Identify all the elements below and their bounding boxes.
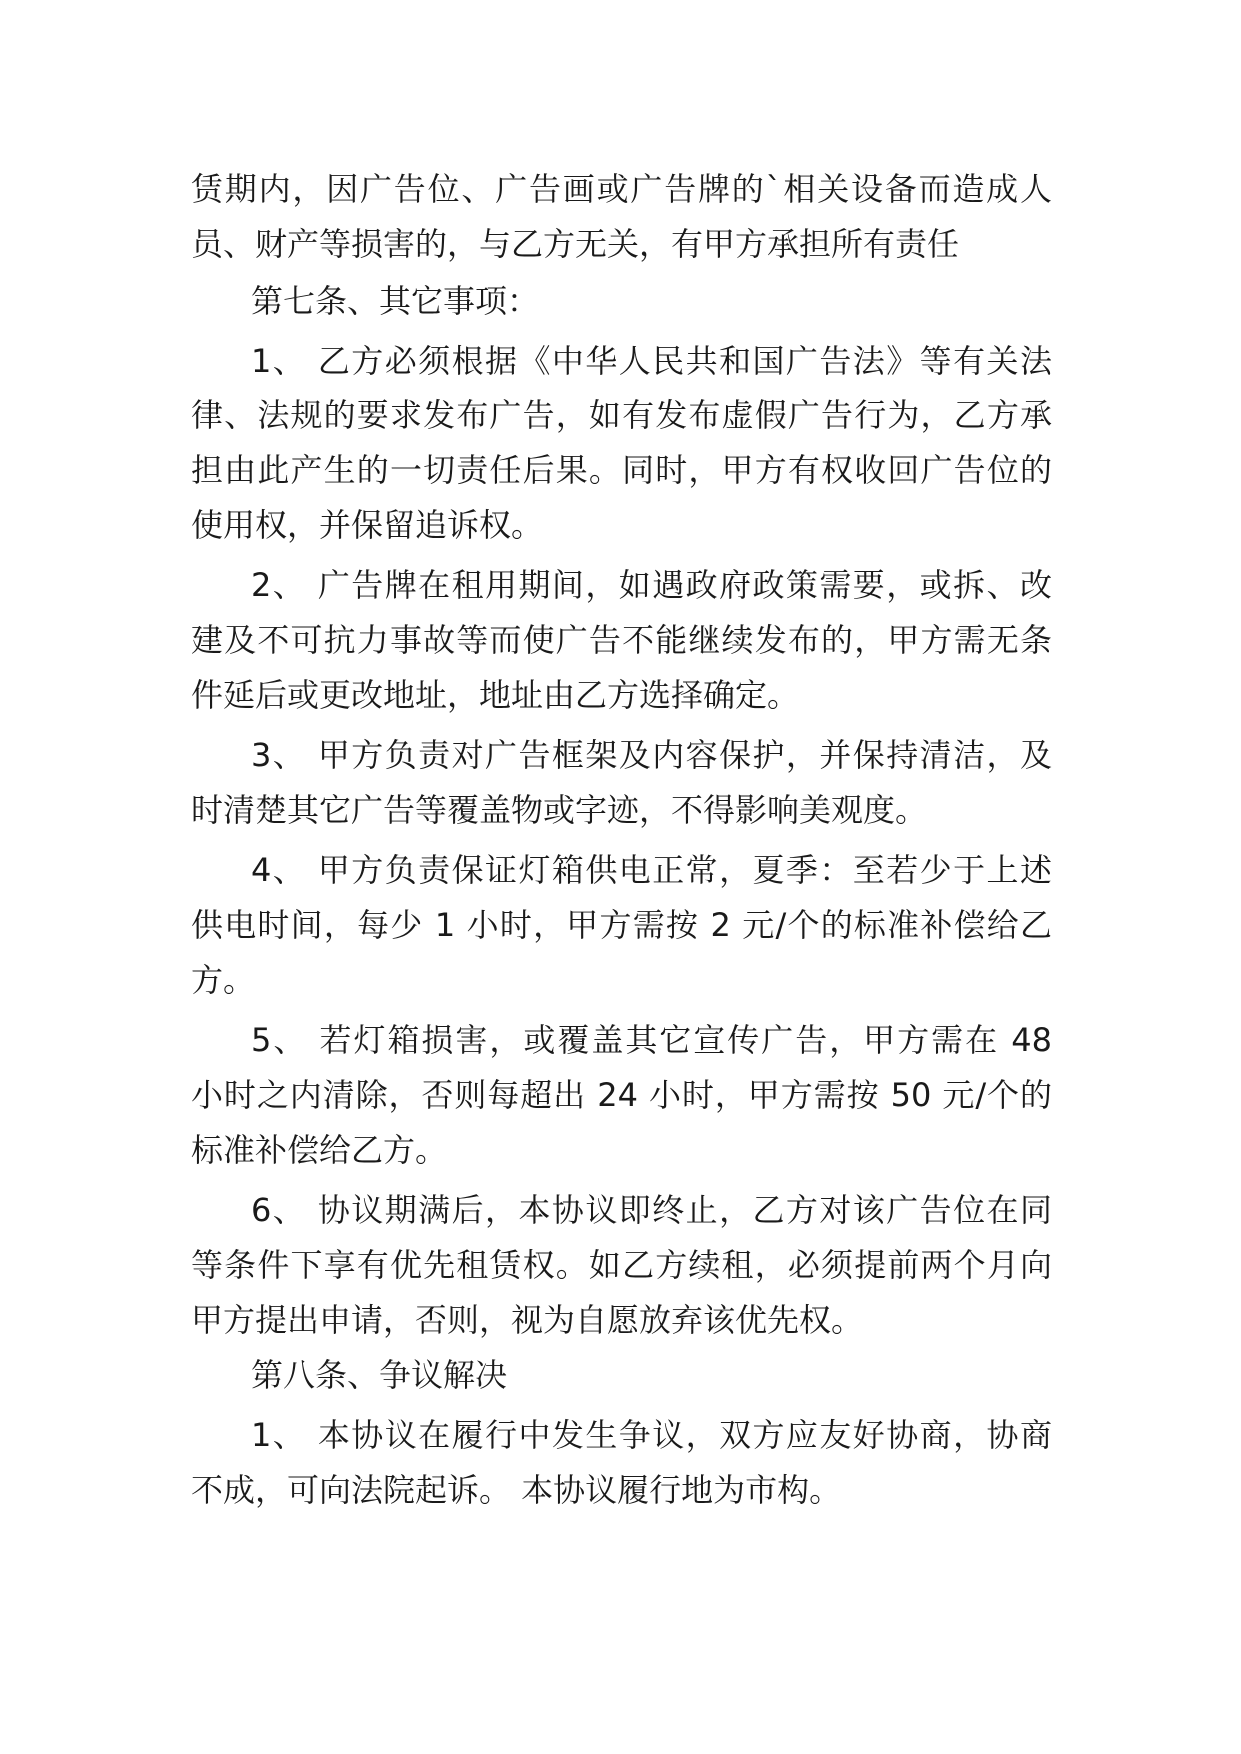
text-line [191, 272, 1052, 330]
text-line [191, 1236, 1052, 1294]
line-text: 标准补偿给乙方。 [191, 1131, 448, 1169]
line-text: 使用权，并保留追诉权。 [191, 506, 544, 544]
text-line [191, 215, 1052, 273]
line-text: 建及不可抗力事故等而使广告不能继续发布的，甲方需无条 [191, 621, 1052, 659]
line-text: 6、 协议期满后，本协议即终止，乙方对该广告位在同 [251, 1191, 1052, 1229]
text-line [191, 666, 1052, 724]
text-line [191, 1461, 1052, 1519]
text-line [191, 896, 1052, 954]
text-line [191, 781, 1052, 839]
line-text: 担由此产生的一切责任后果。同时，甲方有权收回广告位的 [191, 451, 1052, 489]
line-text: 4、 甲方负责保证灯箱供电正常，夏季：至若少于上述 [251, 851, 1052, 889]
line-text: 员、财产等损害的，与乙方无关，有甲方承担所有责任 [191, 225, 960, 263]
line-text: 方。 [191, 961, 256, 999]
line-text: 2、 广告牌在租用期间，如遇政府政策需要，或拆、改 [251, 566, 1052, 604]
text-line [191, 441, 1052, 499]
text-line [191, 1181, 1052, 1239]
text-line [191, 1291, 1052, 1349]
text-line [191, 726, 1052, 784]
text-line [191, 841, 1052, 899]
line-text: 件延后或更改地址，地址由乙方选择确定。 [191, 676, 800, 714]
text-line [191, 951, 1052, 1009]
text-line [191, 611, 1052, 669]
text-line [191, 556, 1052, 614]
text-line [191, 496, 1052, 554]
line-text: 第八条、争议解决 [251, 1356, 508, 1394]
text-line [191, 332, 1052, 390]
line-text: 3、 甲方负责对广告框架及内容保护，并保持清洁，及 [251, 736, 1052, 774]
line-text: 5、 若灯箱损害，或覆盖其它宣传广告，甲方需在 48 [251, 1021, 1052, 1059]
line-text: 1、 本协议在履行中发生争议，双方应友好协商，协商 [251, 1416, 1052, 1454]
text-line [191, 1066, 1052, 1124]
text-line [191, 1346, 1052, 1404]
line-text: 律、法规的要求发布广告，如有发布虚假广告行为，乙方承 [191, 396, 1052, 434]
line-text: 赁期内，因广告位、广告画或广告牌的`相关设备而造成人 [191, 170, 1052, 208]
line-text: 第七条、其它事项： [251, 282, 540, 320]
line-text: 不成，可向法院起诉。 本协议履行地为市构。 [191, 1471, 842, 1509]
text-line [191, 1011, 1052, 1069]
line-text: 时清楚其它广告等覆盖物或字迹，不得影响美观度。 [191, 791, 928, 829]
line-text: 等条件下享有优先租赁权。如乙方续租，必须提前两个月向 [191, 1246, 1052, 1284]
text-line [191, 1406, 1052, 1464]
line-text: 甲方提出申请，否则，视为自愿放弃该优先权。 [191, 1301, 864, 1339]
text-line [191, 386, 1052, 444]
line-text: 1、 乙方必须根据《中华人民共和国广告法》等有关法 [251, 342, 1052, 380]
line-text: 供电时间，每少 1 小时，甲方需按 2 元/个的标准补偿给乙 [191, 906, 1052, 944]
text-line [191, 1121, 1052, 1179]
text-line [191, 160, 1052, 218]
line-text: 小时之内清除，否则每超出 24 小时，甲方需按 50 元/个的 [191, 1076, 1052, 1114]
